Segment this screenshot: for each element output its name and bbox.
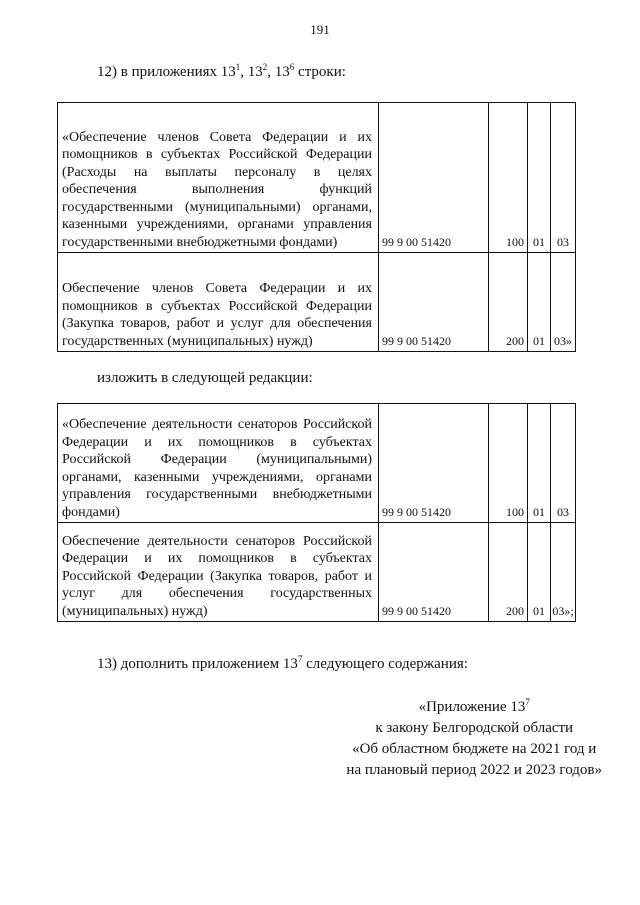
target-article-code: 99 9 00 51420 [379,253,489,352]
table-row [58,253,576,352]
row-description: «Обеспечение членов Совета Федерации и их помощников в субъектах Российской Федерации (Расходы на выплаты персоналу в целях обеспечения выполнения функций государственными (муниципальными) органами, казенными учреждениями, органами управления государственными внебюджетными фондами) [58,103,379,253]
target-article-code: 99 9 00 51420 [379,523,489,622]
table-row [58,404,576,523]
row-description: Обеспечение деятельности сенаторов Российской Федерации и их помощников в субъектах Российской Федерации (Закупка товаров, работ и услуг для обеспечения государственных (муниципальных) нужд) [58,523,379,622]
row-description: Обеспечение членов Совета Федерации и их помощников в субъектах Российской Федерации (Закупка товаров, работ и услуг для обеспечения государственных (муниципальных) нужд) [58,253,379,352]
table-row [58,523,576,622]
expense-type-code: 200 [489,523,528,622]
subsection-code: 03» [551,253,576,352]
appendix-heading [346,697,602,781]
section-code: 01 [528,253,551,352]
subsection-code: 03 [551,404,576,523]
appendix-budget-line: «Об областном бюджете на 2021 год и [352,741,597,757]
target-article-code: 99 9 00 51420 [379,103,489,253]
row-description: «Обеспечение деятельности сенаторов Российской Федерации и их помощников в субъектах Российской Федерации (муниципальными) органами, казенными учреждениями, органами управления государственными внебюджетными фондами) [58,404,379,523]
expense-type-code: 200 [489,253,528,352]
subsection-code: 03»; [551,523,576,622]
target-article-code: 99 9 00 51420 [379,404,489,523]
page-number: 191 [310,22,330,37]
section-code: 01 [528,103,551,253]
appendix-law-line: к закону Белгородской области [375,720,574,736]
old-rows-table [57,102,576,352]
appendix-title: «Приложение $13^7$ [418,697,530,715]
table-row [58,103,576,253]
section-code: 01 [528,404,551,523]
item-12-heading: 12) в приложениях $13^1$, $13^2$, $13^6$ строки: [97,62,346,80]
expense-type-code: 100 [489,103,528,253]
section-code: 01 [528,523,551,622]
subsection-code: 03 [551,103,576,253]
restate-text: изложить в следующей редакции: [97,370,313,386]
item-13-heading: 13) дополнить приложением $13^7$ следующего содержания: [97,654,468,672]
expense-type-code: 100 [489,404,528,523]
appendix-period-line: на плановый период 2022 и 2023 годов» [346,762,602,778]
new-rows-table [57,403,576,622]
